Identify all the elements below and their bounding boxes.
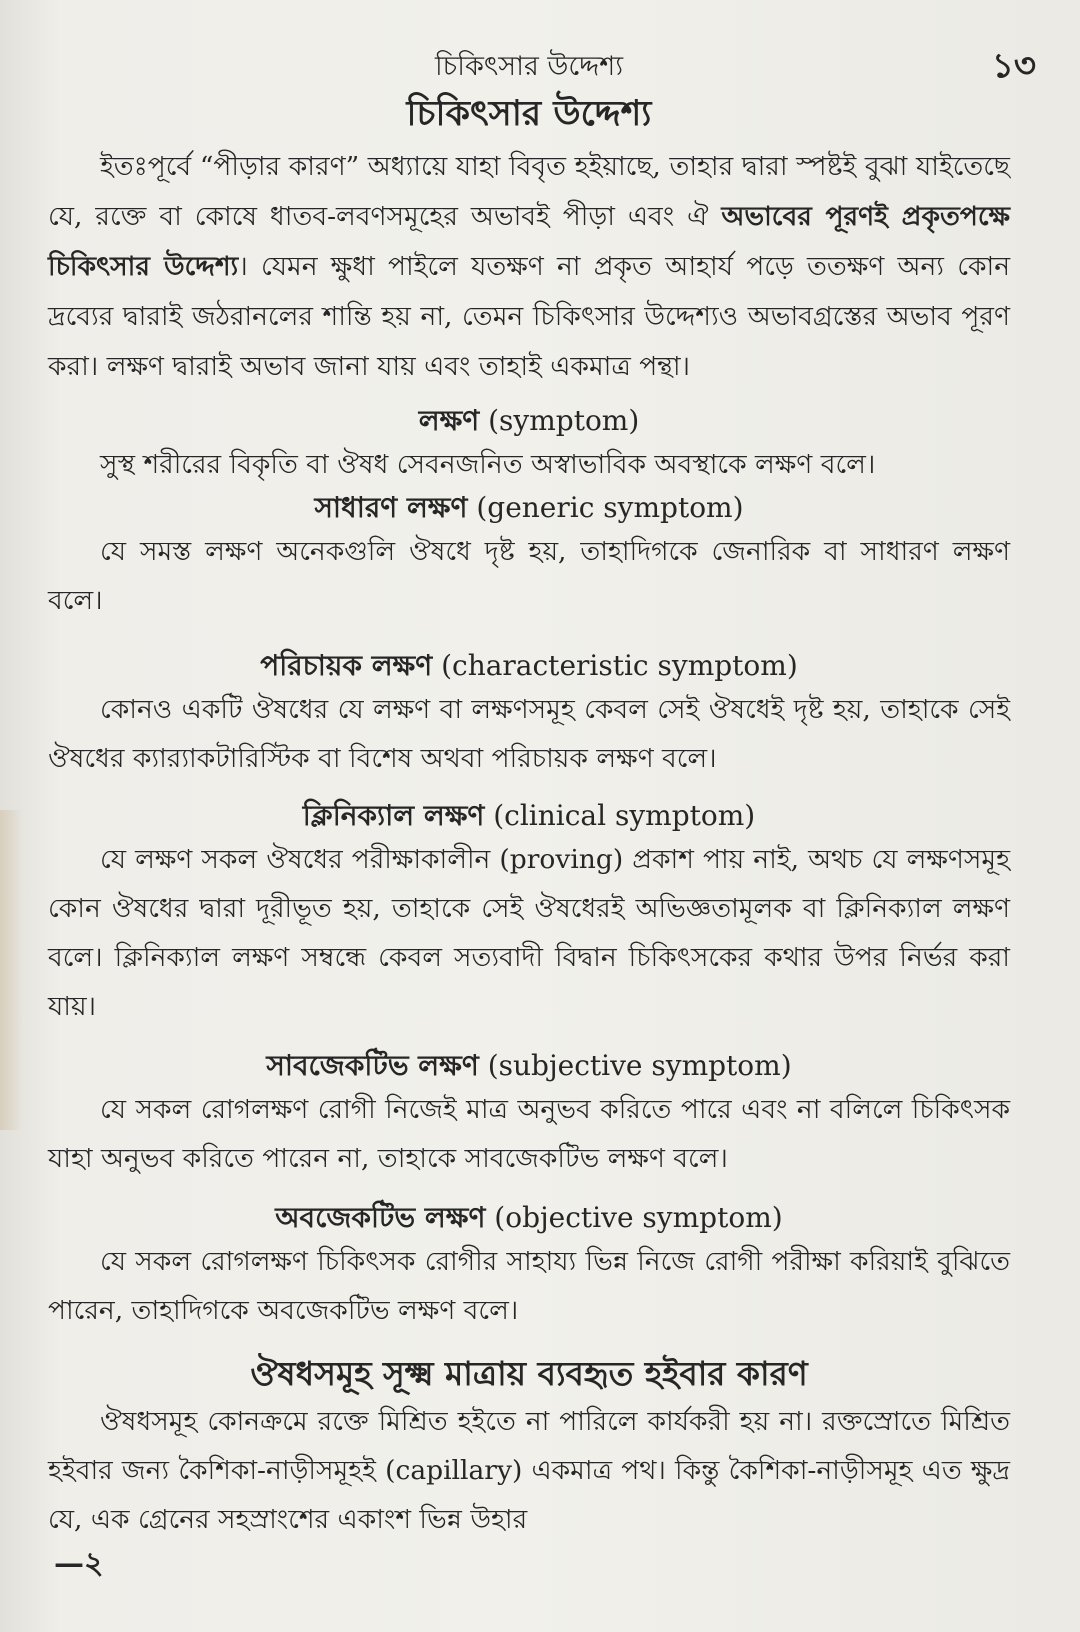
paragraph-minute-dose: ঔষধসমূহ কোনক্রমে রক্তে মিশ্রিত হইতে না পারিলে কার্যকরী হয় না। রক্তস্রোতে মিশ্রিত হইবার জন্য কৈশিকা-নাড়ীসমূহই (capillary) একমাত্র পথ। কিন্তু কৈশিকা-নাড়ীসমূহ এত ক্ষুদ্র যে, এক গ্রেনের সহস্রাংশের একাংশ ভিন্ন উহার <box>48 1406 1010 1535</box>
heading-generic-en: (generic symptom) <box>476 491 744 524</box>
heading-clinical-en: (clinical symptom) <box>493 799 756 832</box>
signature-mark: —২ <box>54 1546 104 1581</box>
intro-text-1: ইতঃপূর্বে “পীড়ার কারণ” অধ্যায়ে যাহা বিবৃত হইয়াছে, তাহার দ্বারা স্পষ্টই বুঝা যাইতেছে যে, রক্তে বা কোষে ধাতব-লবণসমূহের অভাবই পীড়া এবং ঐ <box>48 151 1010 232</box>
paragraph-symptom: সুস্থ শরীরের বিকৃতি বা ঔষধ সেবনজনিত অস্বাভাবিক অবস্থাকে লক্ষণ বলে। <box>100 449 876 480</box>
heading-clinical-bn: ক্লিনিক্যাল লক্ষণ <box>302 799 485 832</box>
heading-symptom-bn: লক্ষণ <box>418 404 480 437</box>
heading-subjective <box>48 1047 1010 1085</box>
paragraph-clinical: যে লক্ষণ সকল ঔষধের পরীক্ষাকালীন (proving) প্রকাশ পায় নাই, অথচ যে লক্ষণসমূহ কোন ঔষধের দ্বারা দূরীভূত হয়, তাহাকে সেই ঔষধেরই অভিজ্ঞতামূলক বা ক্লিনিক্যাল লক্ষণ বলে। ক্লিনিক্যাল লক্ষণ সম্বন্ধে কেবল সত্যবাদী বিদ্বান চিকিৎসকের কথার উপর নির্ভর করা যায়। <box>48 844 1010 1022</box>
heading-generic-bn: সাধারণ লক্ষণ <box>314 491 468 524</box>
heading-generic <box>48 489 1010 527</box>
heading-characteristic <box>48 647 1010 685</box>
paragraph-generic: যে সমস্ত লক্ষণ অনেকগুলি ঔষধে দৃষ্ট হয়, তাহাদিগকে জেনারিক বা সাধারণ লক্ষণ বলে। <box>48 536 1010 616</box>
heading-subjective-bn: সাবজেকটিভ লক্ষণ <box>266 1049 479 1082</box>
heading-symptom <box>48 402 1010 440</box>
heading-clinical <box>48 797 1010 835</box>
running-header <box>48 36 1036 86</box>
heading-characteristic-en: (characteristic symptom) <box>441 649 798 682</box>
torn-edge <box>0 810 22 1130</box>
paragraph-subjective: যে সকল রোগলক্ষণ রোগী নিজেই মাত্র অনুভব করিতে পারে এবং না বলিলে চিকিৎসক যাহা অনুভব করিতে পারেন না, তাহাকে সাবজেকটিভ লক্ষণ বলে। <box>48 1094 1010 1174</box>
heading-objective-bn: অবজেকটিভ লক্ষণ <box>275 1201 486 1234</box>
heading-objective <box>48 1199 1010 1237</box>
intro-paragraph <box>48 142 1010 392</box>
paragraph-objective: যে সকল রোগলক্ষণ চিকিৎসক রোগীর সাহায্য ভিন্ন নিজে রোগী পরীক্ষা করিয়াই বুঝিতে পারেন, তাহাদিগকে অবজেকটিভ লক্ষণ বলে। <box>48 1246 1010 1326</box>
page-number: ১৩ <box>991 46 1036 86</box>
paragraph-characteristic: কোনও একটি ঔষধের যে লক্ষণ বা লক্ষণসমূহ কেবল সেই ঔষধেই দৃষ্ট হয়, তাহাকে সেই ঔষধের ক্যার‍্যাকটারিস্টিক বা বিশেষ অথবা পরিচায়ক লক্ষণ বলে। <box>48 694 1010 774</box>
chapter-title: চিকিৎসার উদ্দেশ্য <box>406 93 652 134</box>
heading-subjective-en: (subjective symptom) <box>487 1049 792 1082</box>
heading-minute-dose: ঔষধসমূহ সূক্ষ্ম মাত্রায় ব্যবহৃত হইবার কারণ <box>250 1354 808 1393</box>
intro-text-2: । যেমন ক্ষুধা পাইলে যতক্ষণ না প্রকৃত আহার্য পড়ে ততক্ষণ অন্য কোন দ্রব্যের দ্বারাই জঠরানলের শান্তি হয় না, তেমন চিকিৎসার উদ্দেশ্যও অভাবগ্রস্তের অভাব পূরণ করা। লক্ষণ দ্বারাই অভাব জানা যায় এবং তাহাই একমাত্র পন্থা। <box>48 251 1011 382</box>
intro-emphasis: অভাবের পূরণই প্রকৃতপক্ষে চিকিৎসার উদ্দেশ্য <box>48 201 1010 282</box>
heading-objective-en: (objective symptom) <box>494 1201 783 1234</box>
heading-characteristic-bn: পরিচায়ক লক্ষণ <box>260 649 433 682</box>
running-title: চিকিৎসার উদ্দেশ্য <box>434 51 624 82</box>
heading-symptom-en: (symptom) <box>488 404 640 437</box>
